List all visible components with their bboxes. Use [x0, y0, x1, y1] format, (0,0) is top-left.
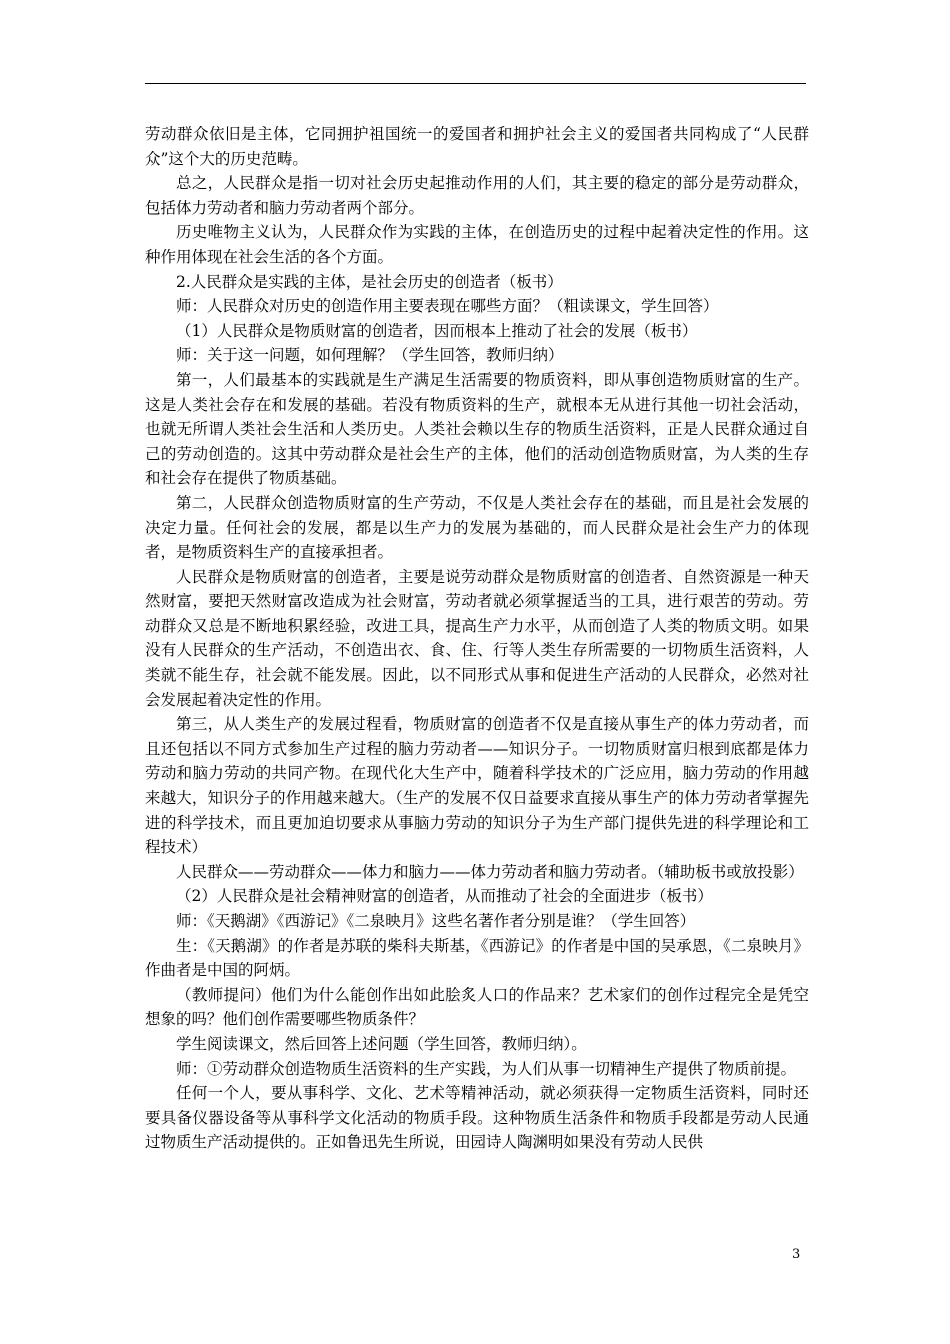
page-number: 3 [792, 1247, 801, 1262]
section-heading: 2.人民群众是实践的主体，是社会历史的创造者（板书） [176, 272, 563, 291]
paragraph: 历史唯物主义认为，人民群众作为实践的主体，在创造历史的过程中起着决定性的作用。这种作用体现在社会生活的各个方面。 [145, 223, 809, 266]
paragraph: 学生阅读课文，然后回答上述问题（学生回答，教师归纳）。 [176, 1034, 587, 1053]
paragraph: 师：①劳动群众创造物质生活资料的生产实践，为人们从事一切精神生产提供了物质前提。 [176, 1059, 797, 1078]
header-rule [145, 83, 806, 84]
paragraph: 人民群众是物质财富的创造者，主要是说劳动群众是物质财富的创造者、自然资源是一种天然财富，要把天然财富改造成为社会财富，劳动者就必须掌握适当的工具，进行艰苦的劳动。劳动群众又总是不断地积累经验，改进工具，提高生产力水平，从而创造了人类的物质文明。如果没有人民群众的生产活动，不创造出衣、食、住、行等人类生存所需要的一切物质生活资料，人类就不能生存，社会就不能发展。因此，以不同形式从事和促进生产活动的人民群众，必然对社会发展起着决定性的作用。 [145, 567, 809, 709]
document-body [145, 122, 809, 1155]
paragraph: 第一，人们最基本的实践就是生产满足生活需要的物质资料，即从事创造物质财富的生产。这是人类社会存在和发展的基础。若没有物质资料的生产，就根本无从进行其他一切社会活动，也就无所谓人类社会生活和人类历史。人类社会赖以生存的物质生活资料，正是人民群众通过自己的劳动创造的。这其中劳动群众是社会生产的主体，他们的活动创造物质财富，为人类的生存和社会存在提供了物质基础。 [145, 370, 809, 488]
subsection-heading: （1）人民群众是物质财富的创造者，因而根本上推动了社会的发展（板书） [176, 321, 698, 340]
subsection-heading: （2）人民群众是社会精神财富的创造者，从而推动了社会的全面进步（板书） [176, 887, 713, 906]
paragraph: 任何一个人，要从事科学、文化、艺术等精神活动，就必须获得一定物质生活资料，同时还要具备仪器设备等从事科学文化活动的物质手段。这种物质生活条件和物质手段都是劳动人民通过物质生产活动提供的。正如鲁迅先生所说，田园诗人陶渊明如果没有劳动人民供 [145, 1084, 809, 1152]
paragraph: 师：《天鹅湖》《西游记》《二泉映月》这些名著作者分别是谁？（学生回答） [176, 912, 696, 930]
paragraph: 生：《天鹅湖》的作者是苏联的柴科夫斯基，《西游记》的作者是中国的吴承恩，《二泉映月》作曲者是中国的阿炳。 [145, 936, 809, 980]
paragraph: 师：关于这一问题，如何理解？（学生回答，教师归纳） [176, 346, 564, 365]
paragraph: （教师提问）他们为什么能创作出如此脍炙人口的作品来？艺术家们的创作过程完全是凭空想象的吗？他们创作需要哪些物质条件？ [145, 985, 809, 1029]
paragraph: 师：人民群众对历史的创造作用主要表现在哪些方面？（粗读课文，学生回答） [176, 297, 719, 316]
paragraph: 人民群众——劳动群众——体力和脑力——体力劳动者和脑力劳动者。（辅助板书或放投影） [176, 862, 804, 881]
paragraph: 总之，人民群众是指一切对社会历史起推动作用的人们，其主要的稳定的部分是劳动群众，包括体力劳动者和脑力劳动者两个部分。 [145, 174, 809, 217]
paragraph: 第二，人民群众创造物质财富的生产劳动，不仅是人类社会存在的基础，而且是社会发展的决定力量。任何社会的发展，都是以生产力的发展为基础的，而人民群众是社会生产力的体现者，是物质资料生产的直接承担者。 [145, 493, 809, 562]
paragraph: 劳动群众依旧是主体，它同拥护祖国统一的爱国者和拥护社会主义的爱国者共同构成了“人民群众”这个大的历史范畴。 [145, 125, 809, 168]
paragraph: 第三，从人类生产的发展过程看，物质财富的创造者不仅是直接从事生产的体力劳动者，而且还包括以不同方式参加生产过程的脑力劳动者——知识分子。一切物质财富归根到底都是体力劳动和脑力劳动的共同产物。在现代化大生产中，随着科学技术的广泛应用，脑力劳动的作用越来越大，知识分子的作用越来越大。（生产的发展不仅日益要求直接从事生产的体力劳动者掌握先进的科学技术，而且更加迫切要求从事脑力劳动的知识分子为生产部门提供先进的科学理论和工程技术） [145, 715, 809, 857]
